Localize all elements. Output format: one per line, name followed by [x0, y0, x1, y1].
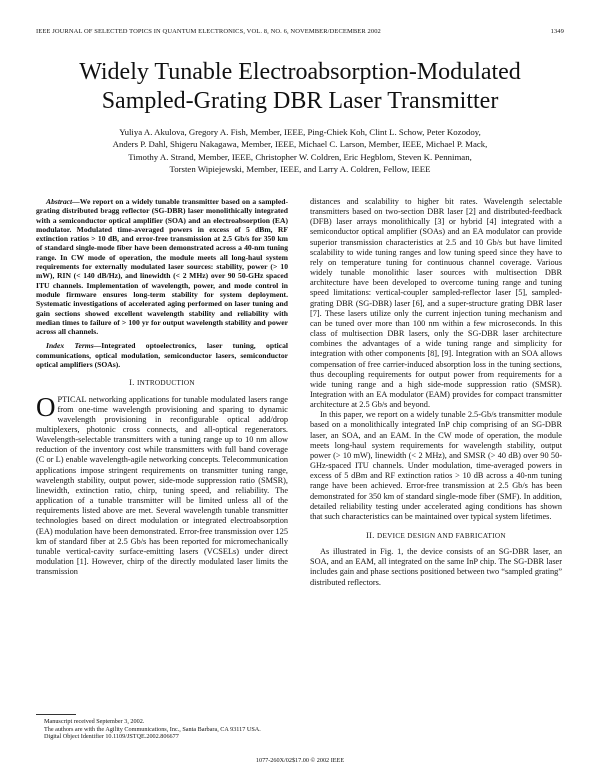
abstract-text: We report on a widely tunable transmitter based on a sampled-grating distributed bragg reflector (SG-DBR) laser monolithically integrated with a semiconductor optical amplifier (SOA) and an electroabsorption (EA) modulator. Modulated time-averaged powers in excess of 5 dBm, RF extinction ratios > 10 dB, and error-free transmission at 2.5 Gb/s for 350 km of standard single-mode fiber have been demonstrated across a 40-nm tuning range. In CW mode of operation, the module meets all long-haul system requirements for externally modulated laser sources: stability, power (> 10 mW), RIN (< 140 dB/Hz), and linewidth (< 2 MHz) over 90 50-GHz spaced ITU channels. Implementation of wavelength, power, and mode control in module firmware ensures long-term stability for system deployment. Systematic investigations of accelerated aging performed on laser tuning and gain sections showed excellent wavelength stability and reliability with median times to failure of > 100 yr for output wavelength stability and power across all channels. — [36, 197, 288, 337]
title-line-2: Sampled-Grating DBR Laser Transmitter — [101, 88, 499, 114]
footnote-rule — [36, 714, 76, 715]
title-line-1: Widely Tunable Electroabsorption-Modulated — [79, 59, 521, 85]
index-terms-text: Integrated optoelectronics, laser tuning, optical communications, optical modulation, semiconductor lasers, semiconductor optical amplifiers (SOAs). — [36, 341, 288, 370]
drop-cap: O — [36, 391, 56, 422]
footnote-affiliation: The authors are with the Agility Communications, Inc., Santa Barbara, CA 93117 USA. — [44, 725, 261, 733]
abstract — [36, 197, 288, 336]
authors-line-1: Yuliya A. Akulova, Gregory A. Fish, Member, IEEE, Ping-Chiek Koh, Clint L. Schow, Peter Kozodoy, — [119, 127, 481, 137]
section-2-heading — [310, 531, 562, 541]
section-2-title: DEVICE DESIGN AND FABRICATION — [376, 532, 506, 540]
authors-line-4: Torsten Wipiejewski, Member, IEEE, and Larry A. Coldren, Fellow, IEEE — [169, 164, 431, 175]
right-column — [310, 197, 562, 588]
author-list — [60, 126, 540, 176]
running-header — [36, 28, 564, 35]
intro-paragraph-1 — [36, 391, 288, 578]
section-1-numeral: I. — [129, 378, 135, 388]
design-paragraph-1: As illustrated in Fig. 1, the device consists of an SG-DBR laser, an SOA, and an EAM, all integrated on the same InP chip. The SG-DBR laser includes gain and phase sections positioned between two “sampled grating” distributed reflectors. — [310, 547, 562, 587]
footnote — [36, 714, 288, 741]
intro-paragraph-2: distances and scalability to higher bit rates. Wavelength selectable transmitters based on two-section DBR laser [2] and distributed-feedback (DFB) laser arrays monolithically [3] or hybrid [4] integrated with a semiconductor optical amplifier (SOAs) and an EA modulator can provide superior transmission characteristics at 2.5 and 10 Gb/s but have limited scalability to wide tuning ranges and low tuning speed since they have to rely on temperature tuning for continuous channel coverage. Various widely tunable monolithic laser sources with multisection DBR architecture have been developed to overcome tuning range and tuning speed limitations: vertical-coupler sampled-reflector laser [5], sampled-grating DBR (SG-DBR) laser [6], and a super-structure grating DBR laser [7]. These lasers utilize only the current injection tuning mechanism and can be tuned over more than 100 nm within a few microseconds. In this class of multisection DBR lasers, only the SG-DBR laser architecture combines the advantages of a wide tuning range and simplicity for integration with other components [8], [9]. Integration with an SOA allows compensation of free carrier-induced absorption loss in the tuning sections, thus decoupling requirements for output power from requirements for a wide tuning range and a high side-mode suppression ratio (SMSR). Integration with an EA modulator (EAM) provides for compact transmitter architecture at 2.5 Gb/s and beyond. — [310, 197, 562, 410]
copyright-line: 1077-260X/02$17.00 © 2002 IEEE — [255, 757, 345, 764]
authors-line-2: Anders P. Dahl, Shigeru Nakagawa, Member, IEEE, Michael C. Larson, Member, IEEE, Michael P. Mack, — [112, 139, 488, 150]
intro-paragraph-3: In this paper, we report on a widely tunable 2.5-Gb/s transmitter module based on a monolithically integrated InP chip comprising of an SG-DBR laser, an SOA, and an EAM. In the CW mode of operation, the module meets long-haul system requirements for wavelength stability, output power (> 10 mW), linewidth (< 2 MHz), and SMSR (> 40 dB) over 90 50-GHz-spaced ITU channels. Under modulation, time-averaged powers in excess of 5 dBm and RF extinction ratios > 10 dB across a 40-nm tuning range have been achieved. Error-free transmission at 2.5 Gb/s has been demonstrated for 350 km of standard single-mode fiber (SMF). In addition, detailed reliability testing under accelerated aging conditions has shown that such characteristics can be maintained over typical system lifetimes. — [310, 410, 562, 521]
paper-title — [0, 58, 600, 116]
footnote-doi: Digital Object Identifier 10.1109/JSTQE.2002.806677 — [44, 733, 179, 741]
journal-name: IEEE JOURNAL OF SELECTED TOPICS IN QUANTUM ELECTRONICS, VOL. 8, NO. 6, NOVEMBER/DECEMBER 2002 — [36, 28, 381, 35]
index-terms-label: Index Terms— — [46, 341, 102, 351]
index-terms — [36, 341, 288, 369]
left-column — [36, 197, 288, 577]
page-number: 1349 — [550, 28, 564, 35]
section-2-numeral: II. — [366, 531, 375, 540]
abstract-label: Abstract— — [46, 197, 80, 206]
section-1-heading — [36, 378, 288, 388]
authors-line-3: Timothy A. Strand, Member, IEEE, Christopher W. Coldren, Eric Hegblom, Steven K. Penniman, — [128, 151, 472, 162]
intro-paragraph-1-text: PTICAL networking applications for tunable modulated lasers range from one-time wavelength provisioning and sparing to dynamic wavelength provisioning in reconfigurable optical add/drop multiplexers, photonic cross connects, and all-optical regenerators. Wavelength-selectable transmitters with a tuning range up to 10 nm allow reduction of the inventory cost while transmitters with full band coverage (C or L) enable wavelength-agile networking concepts. Telecommunication applications impose stringent requirements on transmitter tuning range, wavelength stability, output power, side-mode suppression ratio (SMSR), linewidth, extinction ratio, chirp, tuning speed, and reliability. The application of a tunable transmitter will be limited unless all of the requirements listed above are met. Several wavelength tunable transmitter technologies based on direct modulation or integrated electroabsorption (EA) modulation have been demonstrated. Error-free transmission over 125 km of standard fiber at 2.5 Gb/s has been reported for micromechanically tunable vertical-cavity surface-emitting lasers (VCSELs) under direct modulation [1]. However, chirp of the directly modulated laser limits the transmission — [36, 394, 288, 577]
section-1-title: INTRODUCTION — [136, 379, 195, 388]
footnote-received: Manuscript received September 3, 2002. — [44, 718, 145, 725]
